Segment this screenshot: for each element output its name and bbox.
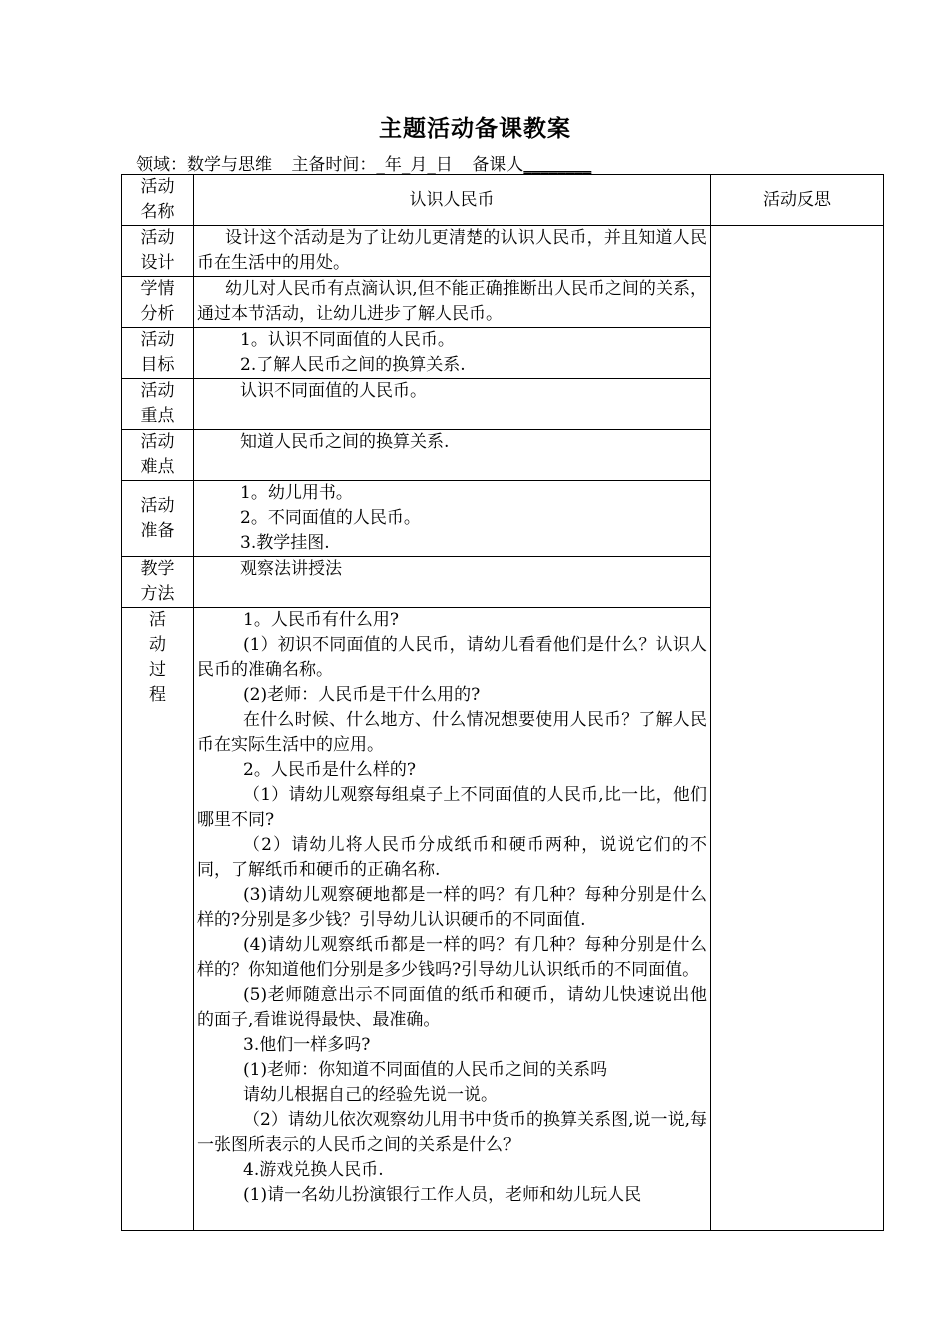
method-text: 观察法讲授法: [240, 559, 342, 579]
goals-cell: [194, 328, 711, 379]
goal-item: 2.了解人民币之间的换算关系.: [240, 355, 466, 375]
process-paragraph: （2）请幼儿将人民币分成纸币和硬币两种，说说它们的不同，了解纸币和硬币的正确名称.: [197, 835, 707, 880]
process-paragraph: (1)老师：你知道不同面值的人民币之间的关系吗: [243, 1060, 608, 1080]
row-label-analysis: 学情 分析: [122, 277, 194, 328]
row-label-design: 活动 设计: [122, 226, 194, 277]
domain-text: 领域：数学与思维: [136, 155, 272, 175]
preparer-blank: ________: [523, 155, 592, 175]
table-row: [122, 175, 884, 226]
row-label-method: 教学 方法: [122, 557, 194, 608]
reflection-cell: [711, 226, 884, 1231]
table-row: [122, 226, 884, 277]
process-paragraph: 2。人民币是什么样的?: [243, 760, 416, 780]
row-label-process: 活 动 过 程: [122, 608, 194, 1231]
page-title: 主题活动备课教案: [379, 115, 571, 142]
process-cell: [194, 608, 711, 1231]
goal-item: 1。认识不同面值的人民币。: [240, 330, 455, 350]
row-label-name: 活动 名称: [122, 175, 194, 226]
process-paragraph: (2)老师：人民币是干什么用的?: [243, 685, 481, 705]
difficulty-text: 知道人民币之间的换算关系.: [240, 432, 450, 452]
row-label-focus: 活动 重点: [122, 379, 194, 430]
row-label-goals: 活动 目标: [122, 328, 194, 379]
process-paragraph: (1)请一名幼儿扮演银行工作人员，老师和幼儿玩人民: [243, 1185, 642, 1205]
analysis-cell: [194, 277, 711, 328]
process-paragraph: 4.游戏兑换人民币.: [243, 1160, 384, 1180]
process-paragraph: 请幼儿根据自己的经验先说一说。: [243, 1085, 498, 1105]
method-cell: [194, 557, 711, 608]
process-paragraph: 1。人民币有什么用?: [243, 610, 399, 630]
design-text: 设计这个活动是为了让幼儿更清楚的认识人民币，并且知道人民币在生活中的用处。: [197, 228, 707, 273]
row-label-difficulty: 活动 难点: [122, 430, 194, 481]
difficulty-cell: [194, 430, 711, 481]
process-paragraph: (1）初识不同面值的人民币，请幼儿看看他们是什么？认识人民币的准确名称。: [197, 635, 707, 680]
process-paragraph: （1）请幼儿观察每组桌子上不同面值的人民币,比一比，他们哪里不同?: [197, 785, 707, 830]
process-paragraph: 在什么时候、什么地方、什么情况想要使用人民币？了解人民币在实际生活中的应用。: [197, 710, 707, 755]
prep-item: 1。幼儿用书。: [240, 483, 353, 503]
prep-item: 2。不同面值的人民币。: [240, 508, 421, 528]
prep-cell: [194, 481, 711, 557]
time-text: 主备时间：_年_月_日: [291, 155, 453, 175]
activity-name: 认识人民币: [194, 175, 711, 226]
reflection-header: 活动反思: [711, 175, 884, 226]
process-paragraph: （2）请幼儿依次观察幼儿用书中货币的换算关系图,说一说,每一张图所表示的人民币之间的关系是什么？: [197, 1110, 707, 1155]
process-paragraph: 3.他们一样多吗?: [243, 1035, 371, 1055]
focus-text: 认识不同面值的人民币。: [240, 381, 427, 401]
process-paragraph: (4)请幼儿观察纸币都是一样的吗？有几种？每种分别是什么样的？你知道他们分别是多少钱吗?引导幼儿认识纸币的不同面值。: [197, 935, 707, 980]
focus-cell: [194, 379, 711, 430]
process-paragraph: (5)老师随意出示不同面值的纸币和硬币，请幼儿快速说出他的面子,看谁说得最快、最准确。: [197, 985, 707, 1030]
preparer-label: 备课人: [472, 155, 524, 175]
design-cell: [194, 226, 711, 277]
prep-item: 3.教学挂图.: [240, 533, 330, 553]
meta-line: [136, 150, 591, 175]
analysis-text: 幼儿对人民币有点滴认识,但不能正确推断出人民币之间的关系，通过本节活动，让幼儿进步了解人民币。: [197, 279, 707, 324]
process-paragraph: (3)请幼儿观察硬地都是一样的吗？有几种？每种分别是什么样的?分别是多少钱？引导幼儿认识硬币的不同面值.: [197, 885, 707, 930]
lesson-plan-table: [121, 174, 884, 1231]
row-label-prep: 活动 准备: [122, 481, 194, 557]
